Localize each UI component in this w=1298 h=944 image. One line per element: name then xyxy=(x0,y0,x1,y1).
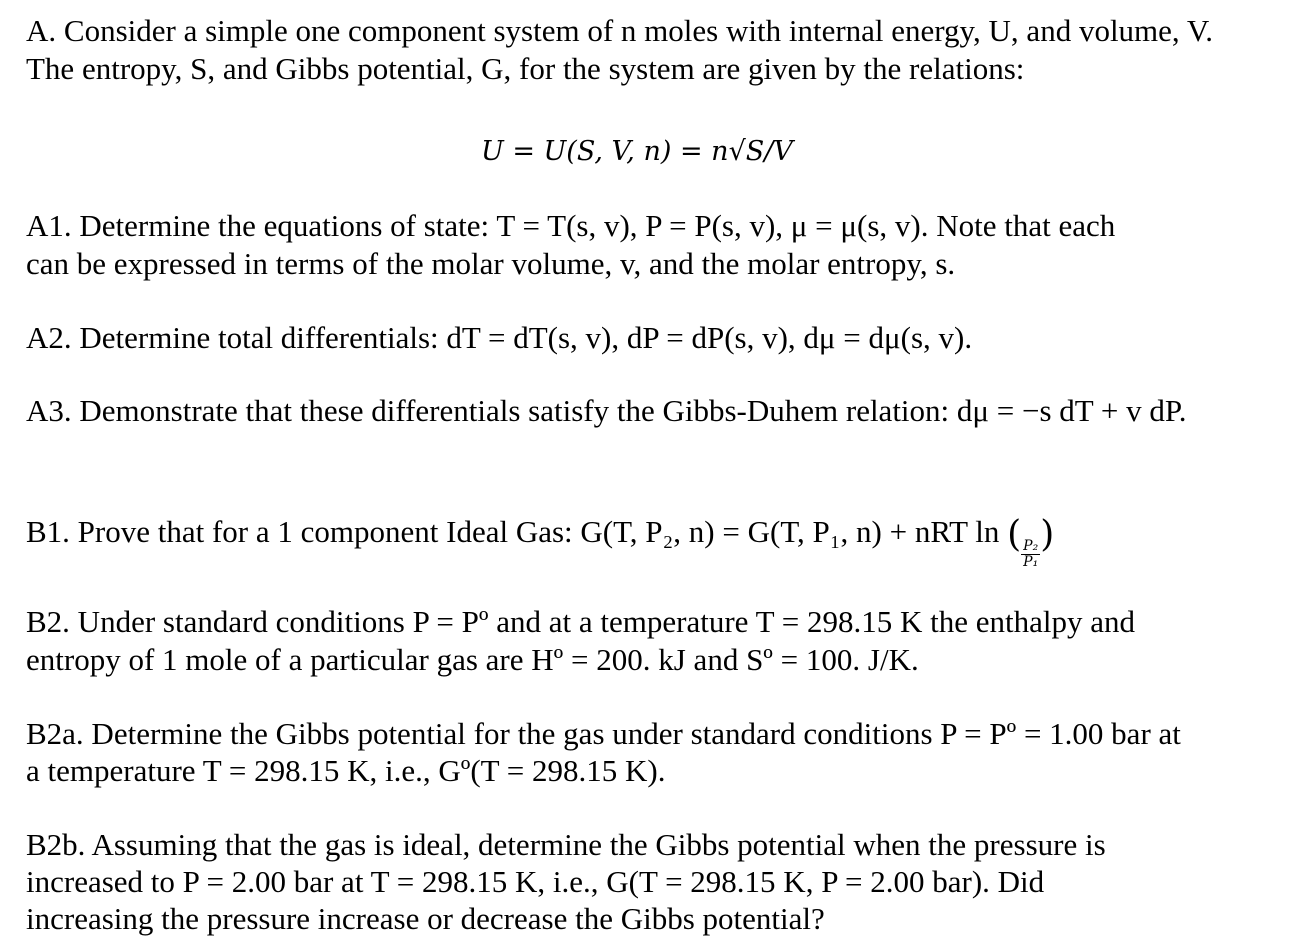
b1-line xyxy=(26,513,1054,570)
b2b-line-1: B2b. Assuming that the gas is ideal, determine the Gibbs potential when the pressure is xyxy=(26,827,1106,862)
close-paren: ) xyxy=(1040,514,1055,555)
energy-equation: U = U(S, V, n) = n√S/V xyxy=(481,136,793,167)
fraction-denominator: P₁ xyxy=(1023,554,1039,570)
b2-line-2: entropy of 1 mole of a particular gas are Hº = 200. kJ and Sº = 100. J/K. xyxy=(26,642,919,677)
a2-line-1: A2. Determine total differentials: dT = dT(s, v), dP = dP(s, v), dμ = dμ(s, v). xyxy=(26,320,973,355)
b1-text: B1. Prove that for a 1 component Ideal Gas: G(T, P₂, n) = G(T, P₁, n) + nRT ln xyxy=(26,514,1000,549)
b2-line-1: B2. Under standard conditions P = Pº and at a temperature T = 298.15 K the enthalpy and xyxy=(26,604,1135,639)
part-a-line-1: A. Consider a simple one component system of n moles with internal energy, U, and volume, V. xyxy=(26,13,1214,48)
fraction-numerator: P₂ xyxy=(1023,538,1039,554)
open-paren: ( xyxy=(1007,514,1022,555)
a1-line-1: A1. Determine the equations of state: T = T(s, v), P = P(s, v), μ = μ(s, v). Note that each xyxy=(26,208,1116,243)
b2a-line-2: a temperature T = 298.15 K, i.e., Gº(T = 298.15 K). xyxy=(26,753,666,788)
a1-line-2: can be expressed in terms of the molar volume, v, and the molar entropy, s. xyxy=(26,246,956,281)
b2b-line-3: increasing the pressure increase or decrease the Gibbs potential? xyxy=(26,901,825,936)
pressure-ratio-fraction xyxy=(1021,539,1040,570)
b2a-line-1: B2a. Determine the Gibbs potential for the gas under standard conditions P = Pº = 1.00 bar at xyxy=(26,716,1181,751)
b2b-line-2: increased to P = 2.00 bar at T = 298.15 K, i.e., G(T = 298.15 K, P = 2.00 bar). Did xyxy=(26,864,1045,899)
part-a-line-2: The entropy, S, and Gibbs potential, G, for the system are given by the relations: xyxy=(26,51,1025,86)
a3-line-1: A3. Demonstrate that these differentials satisfy the Gibbs-Duhem relation: dμ = −s dT + v dP. xyxy=(26,393,1187,428)
